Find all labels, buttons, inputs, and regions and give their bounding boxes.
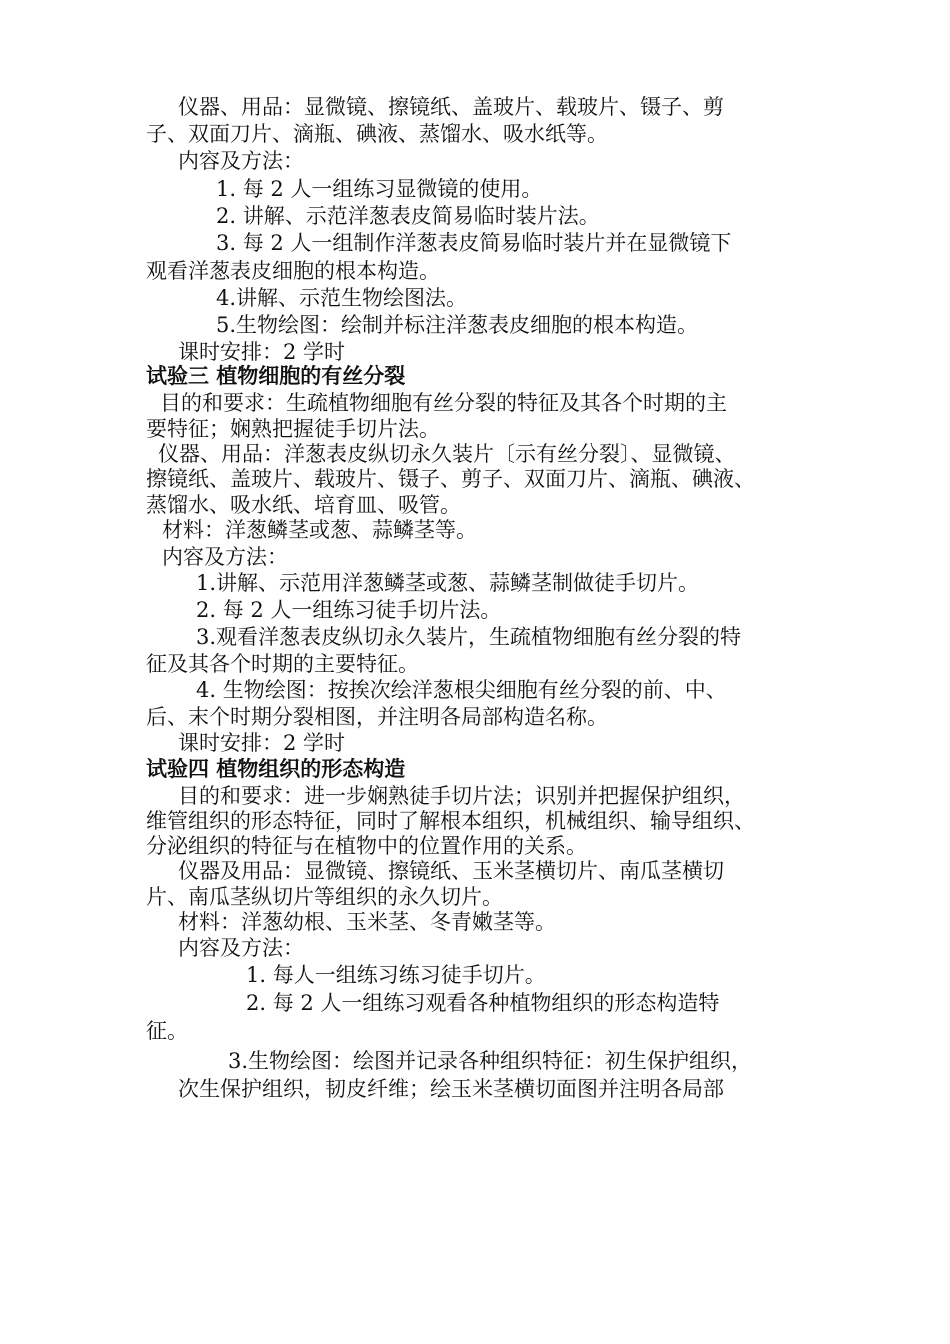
text-line: 仪器及用品：显微镜、擦镜纸、玉米茎横切片、南瓜茎横切	[178, 859, 724, 883]
text-line: 5.生物绘图：绘制并标注洋葱表皮细胞的根本构造。	[216, 313, 699, 337]
text-line: 仪器、用品：洋葱表皮纵切永久装片〔示有丝分裂〕、显微镜、	[158, 442, 736, 466]
text-line: 征。	[146, 1019, 188, 1043]
text-line: 课时安排：2 学时	[178, 340, 346, 364]
text-line: 2. 每 2 人一组练习徒手切片法。	[196, 598, 502, 622]
text-line: 子、双面刀片、滴瓶、碘液、蒸馏水、吸水纸等。	[146, 122, 608, 146]
text-line: 分泌组织的特征与在植物中的位置作用的关系。	[146, 834, 587, 858]
section-heading: 试验四 植物组织的形态构造	[146, 757, 406, 781]
text-line: 2. 每 2 人一组练习观看各种植物组织的形态构造特	[246, 991, 720, 1015]
text-line: 征及其各个时期的主要特征。	[146, 652, 419, 676]
section-heading: 试验三 植物细胞的有丝分裂	[146, 364, 406, 388]
text-line: 材料：洋葱幼根、玉米茎、冬青嫩茎等。	[178, 910, 556, 934]
text-line: 材料：洋葱鳞茎或葱、蒜鳞茎等。	[162, 518, 477, 542]
text-line: 内容及方法：	[178, 149, 304, 173]
text-line: 3. 每 2 人一组制作洋葱表皮简易临时装片并在显微镜下	[216, 231, 732, 255]
text-line: 后、末个时期分裂相图，并注明各局部构造名称。	[146, 705, 608, 729]
text-line: 擦镜纸、盖玻片、载玻片、镊子、剪子、双面刀片、滴瓶、碘液、	[146, 467, 755, 491]
text-line: 内容及方法：	[178, 936, 304, 960]
text-line: 3.生物绘图：绘图并记录各种组织特征：初生保护组织，	[228, 1049, 753, 1073]
text-line: 片、南瓜茎纵切片等组织的永久切片。	[146, 885, 503, 909]
text-line: 1. 每人一组练习练习徒手切片。	[246, 963, 546, 987]
text-line: 观看洋葱表皮细胞的根本构造。	[146, 259, 440, 283]
text-line: 2. 讲解、示范洋葱表皮简易临时装片法。	[216, 204, 600, 228]
text-line: 4. 生物绘图：按挨次绘洋葱根尖细胞有丝分裂的前、中、	[196, 678, 727, 702]
text-line: 维管组织的形态特征，同时了解根本组织，机械组织、输导组织、	[146, 809, 755, 833]
text-line: 次生保护组织，韧皮纤维；绘玉米茎横切面图并注明各局部	[178, 1077, 724, 1101]
text-line: 目的和要求：生疏植物细胞有丝分裂的特征及其各个时期的主	[160, 391, 727, 415]
text-line: 目的和要求：进一步娴熟徒手切片法；识别并把握保护组织，	[178, 784, 745, 808]
text-line: 内容及方法：	[162, 545, 288, 569]
text-line: 仪器、用品：显微镜、擦镜纸、盖玻片、载玻片、镊子、剪	[178, 95, 724, 119]
text-line: 1. 每 2 人一组练习显微镜的使用。	[216, 177, 543, 201]
text-line: 1.讲解、示范用洋葱鳞茎或葱、蒜鳞茎制做徒手切片。	[196, 571, 700, 595]
text-line: 3.观看洋葱表皮纵切永久装片，生疏植物细胞有丝分裂的特	[196, 625, 742, 649]
text-line: 4.讲解、示范生物绘图法。	[216, 286, 468, 310]
text-line: 要特征；娴熟把握徒手切片法。	[146, 417, 440, 441]
text-line: 蒸馏水、吸水纸、培育皿、吸管。	[146, 493, 461, 517]
text-line: 课时安排：2 学时	[178, 731, 346, 755]
